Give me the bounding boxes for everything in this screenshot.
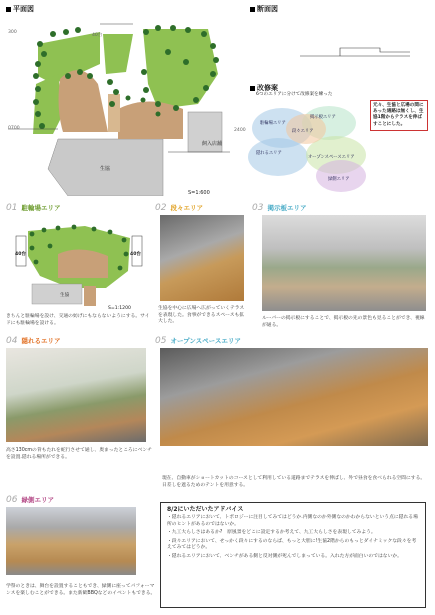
section-01-title: 01 駐輪場エリア <box>6 203 61 213</box>
advice-item: ・隠れるエリアにおいて、トポロジーに注目してみてはどうか.内側なのか外側なのかわからないという点に隠れる場所のヒントがあるのではないか。 <box>167 515 418 527</box>
s01-label-40-right: 40台 <box>130 252 141 257</box>
advice-item: ・九工大らしさはあるか? 原風景をどこに設定するか考えて、九工大らしさを表現してみよう。 <box>167 530 376 536</box>
area-label-3: 段々エリア <box>292 129 314 134</box>
area-label-2: 掲示板エリア <box>310 115 336 120</box>
plan-dim-left: 0700 <box>8 126 20 131</box>
section-03-caption: ルーバーの掲示板にすることで、掲示板の先の景色も見ることができ、視線が通る。 <box>262 316 425 328</box>
advice-item: ・段々エリアにおいて、せっかく段々にするのならば、もっと大胆に!生協2階からのもっとダイナミックな段々を考えてみてはどうか。 <box>167 538 417 551</box>
advice-title: 8/2にいただいたアドバイス <box>167 506 244 513</box>
proposal-header: 改修案 <box>250 83 278 93</box>
section-05-title: 05 オープンスペースエリア <box>155 336 241 346</box>
plan-label-seikyo: 生協 <box>100 166 111 172</box>
area-label-6: 緑側エリア <box>328 177 350 182</box>
section-03-photo <box>262 215 426 311</box>
advice-box <box>160 502 426 608</box>
proposal-callout: 元々、生協と広場の間にあった通路は無くし、生協1階からテラスを伸ばすことにした。 <box>370 100 428 131</box>
plan-header: 平面図 <box>6 4 34 14</box>
section-04-title: 04 隠れるエリア <box>6 336 61 346</box>
section-06-title: 06 緑側エリア <box>6 495 54 505</box>
plan-dim-right: 2400 <box>234 128 246 133</box>
section-04-caption: 高さ130cmの背もたれを蛇行させて通し、奥まったところにベンチを設置.隠れる場所ができる。 <box>6 448 152 460</box>
plan-label-shop: 飼入店舗 <box>202 141 223 147</box>
section-04-photo <box>6 348 146 442</box>
site-plan <box>8 14 230 196</box>
s01-label-40-left: 40台 <box>15 252 26 257</box>
advice-item: ・隠れるエリアにおいて、ベンチがある側と反対側が死んでしまっている。入れた方が面白いのではないか。 <box>167 553 402 559</box>
section-02-title: 02 段々エリア <box>155 203 203 213</box>
section-02-photo <box>160 215 244 301</box>
section-05-photo <box>160 348 428 446</box>
section-drawing <box>300 40 410 60</box>
section-header: 断面図 <box>250 4 278 14</box>
area-label-5: オープンスペースエリア <box>308 155 355 160</box>
section-06-photo <box>6 507 136 575</box>
s01-scale: S=1:1200 <box>108 306 131 311</box>
section-01-caption: きちんと駐輪場を設け、交通の妨げにもならないようにする。サイドにも駐輪場を設ける。 <box>6 314 150 326</box>
proposal-subtitle: 6つのエリアに分けて改修案を練った <box>256 92 333 97</box>
section-03-title: 03 掲示板エリア <box>252 203 307 213</box>
section-06-caption: 学祭のときは、舞台を設置することもでき、緑側に座ってパフォーマンスを楽しむことができる。また新歓BBQなどのイベントもできる。 <box>6 584 156 596</box>
plan-dim-top-left: 300 <box>8 30 17 35</box>
s01-label-seikyo: 生協 <box>60 293 70 298</box>
section-02-caption: 生協を中心に広場へ広がっていくテラスを表現した。食事ができるスペースも拡大した。 <box>158 306 245 325</box>
plan-dim-40: 40台 <box>92 33 103 38</box>
area-label-4: 隠れるエリア <box>256 151 282 156</box>
plan-scale: S=1:600 <box>188 190 210 196</box>
section-01-plan <box>10 216 148 306</box>
section-05-caption: 現在、自動車がショートカットのコースとして利用している道路までテラスを伸ばし、外で昼食を食べられる空間にする。日差しを遮るためのテントを用意する。 <box>162 476 426 488</box>
proposal-diagram <box>246 100 426 195</box>
area-label-1: 駐輪場エリア <box>260 121 286 126</box>
